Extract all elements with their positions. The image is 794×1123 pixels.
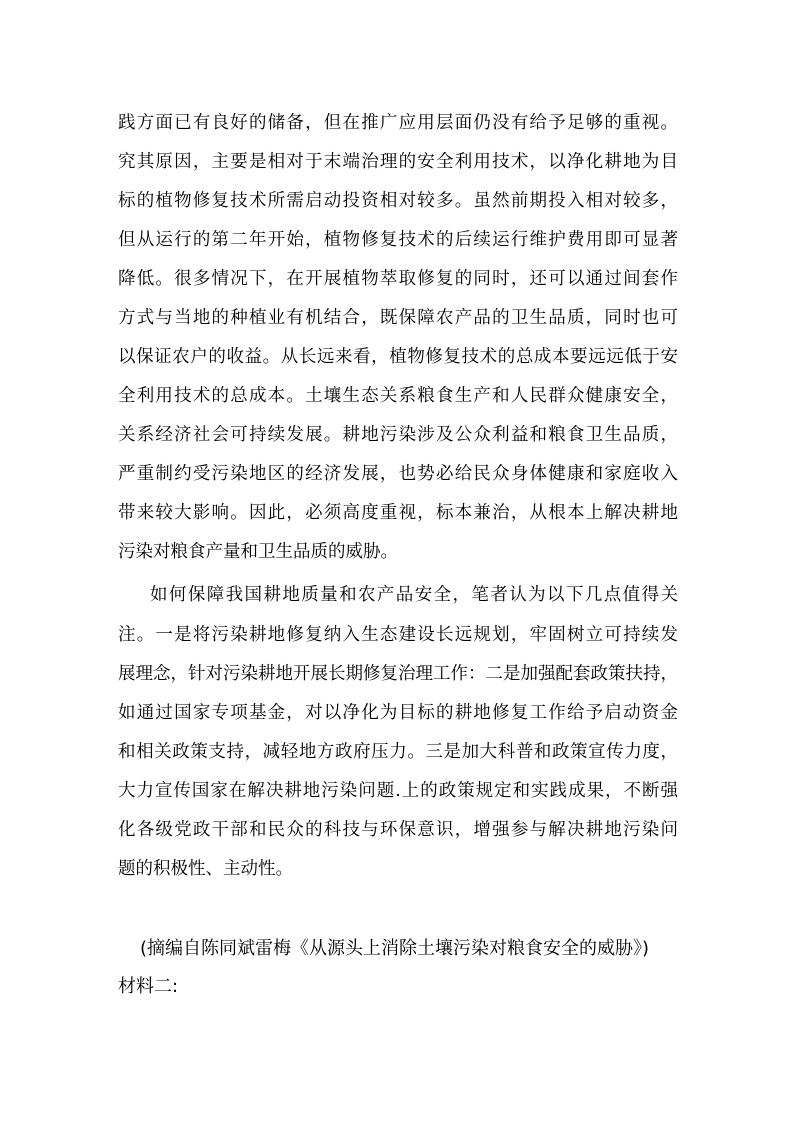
paragraph-1-line-9: 关系经济社会可持续发展。耕地污染涉及公众利益和粮食卫生品质， <box>118 425 678 445</box>
paragraph-1-line-1: 践方面已有良好的储备，但在推广应用层面仍没有给予足够的重视。 <box>118 113 678 133</box>
material-label: 材料二: <box>118 976 179 997</box>
paragraph-1-line-7: 以保证农户的收益。从长远来看，植物修复技术的总成本要远远低于安 <box>118 347 678 367</box>
paragraph-2-line-7: 化各级党政干部和民众的科技与环保意识，增强参与解决耕地污染问 <box>118 820 678 840</box>
paragraph-1-line-10: 严重制约受污染地区的经济发展，也势必给民众身体健康和家庭收入 <box>118 464 678 484</box>
paragraph-1-line-3: 标的植物修复技术所需启动投资相对较多。虽然前期投入相对较多， <box>118 191 678 211</box>
paragraph-2-line-1: 如何保障我国耕地质量和农产品安全，笔者认为以下几点值得关 <box>150 585 678 605</box>
paragraph-2-line-3: 展理念，针对污染耕地开展长期修复治理工作：二是加强配套政策扶持， <box>118 664 678 684</box>
paragraph-2-line-2: 注。一是将污染耕地修复纳入生态建设长远规划，牢固树立可持续发 <box>118 625 678 645</box>
source-citation: (摘编自陈同斌雷梅《从源头上消除土壤污染对粮食安全的威胁》) <box>140 938 650 959</box>
paragraph-2-line-8: 题的积极性、主动性。 <box>118 859 293 879</box>
paragraph-1-line-4: 但从运行的第二年开始，植物修复技术的后续运行维护费用即可显著 <box>118 230 678 250</box>
paragraph-1-line-2: 究其原因，主要是相对于末端治理的安全利用技术，以净化耕地为目 <box>118 152 678 172</box>
paragraph-1-line-8: 全利用技术的总成本。土壤生态关系粮食生产和人民群众健康安全， <box>118 386 678 406</box>
paragraph-2-line-4: 如通过国家专项基金，对以净化为目标的耕地修复工作给予启动资金 <box>118 703 678 723</box>
paragraph-1-line-11: 带来较大影响。因此，必须高度重视，标本兼治，从根本上解决耕地 <box>118 503 678 523</box>
paragraph-1-line-5: 降低。很多情况下，在开展植物萃取修复的同时，还可以通过间套作 <box>118 269 678 289</box>
paragraph-2-line-6: 大力宣传国家在解决耕地污染问题.上的政策规定和实践成果，不断强 <box>118 781 678 801</box>
paragraph-2-line-5: 和相关政策支持，减轻地方政府压力。三是加大科普和政策宣传力度， <box>118 742 678 762</box>
paragraph-1-line-12: 污染对粮食产量和卫生品质的威胁。 <box>118 542 398 562</box>
paragraph-1-line-6: 方式与当地的种植业有机结合，既保障农产品的卫生品质，同时也可 <box>118 308 678 328</box>
